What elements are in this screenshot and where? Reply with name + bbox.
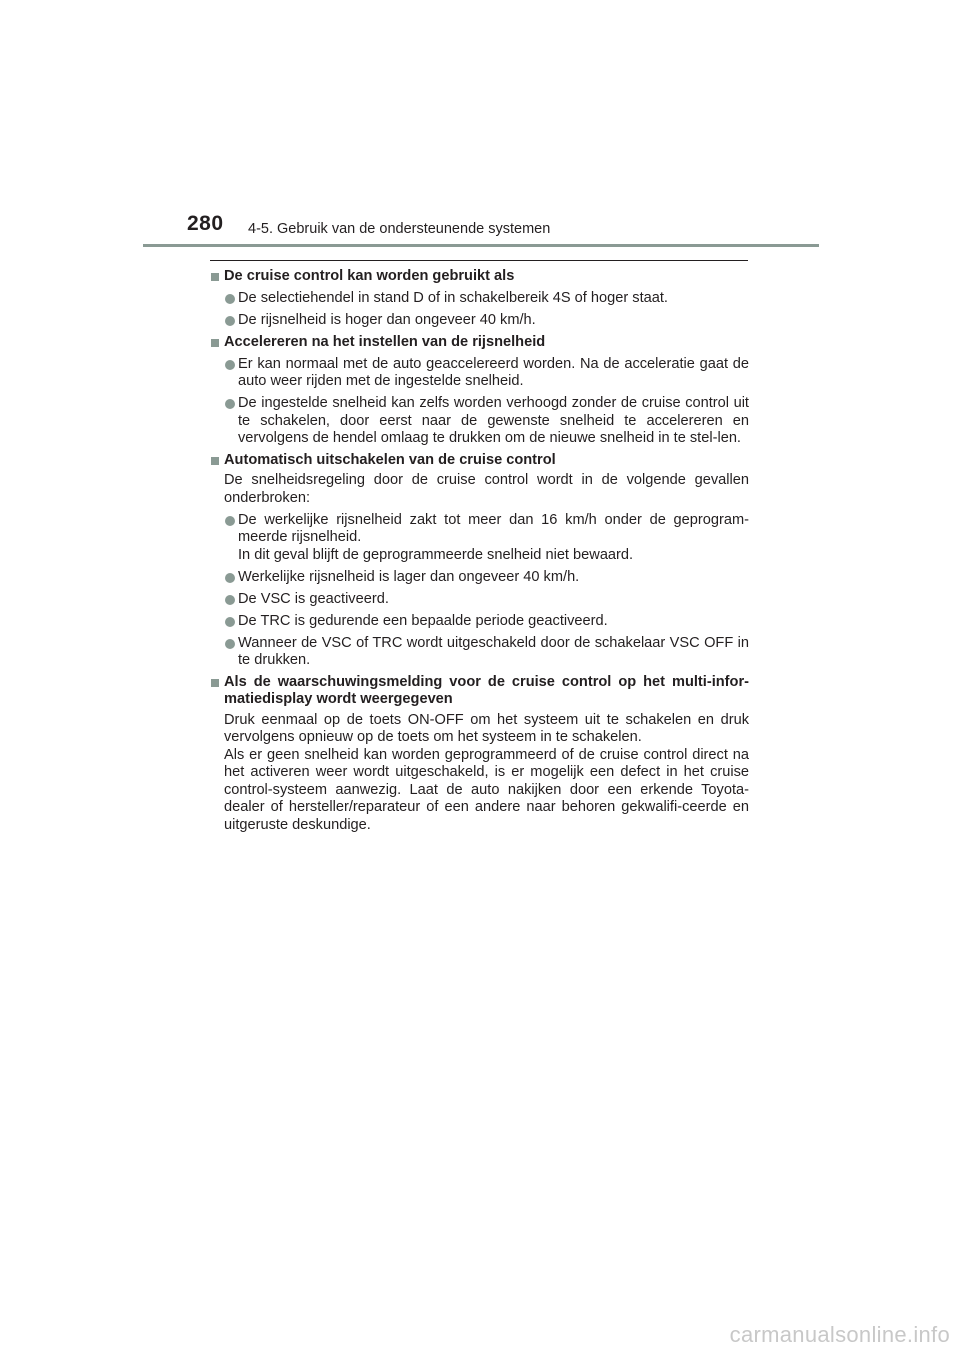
body-paragraph: Als er geen snelheid kan worden geprogrammeerd of de cruise control direct na het activeren weer wordt uitgeschakeld, is er mogelijk een defect in het cruise control-systeem aanwezig. Laat de auto nakijken door een erkende Toyota-dealer of hersteller/reparateur of een andere naar behoren gekwalifi-ceerde en uitgeruste deskundige. [224, 746, 749, 833]
round-bullet-icon [225, 516, 235, 526]
section-heading [210, 674, 749, 709]
square-bullet-icon [211, 679, 219, 687]
list-item [210, 312, 749, 330]
round-bullet-icon [225, 639, 235, 649]
square-bullet-icon [211, 457, 219, 465]
heading-text: Accelereren na het instellen van de rijsnelheid [224, 333, 546, 350]
list-item-text: Wanneer de VSC of TRC wordt uitgeschakeld door de schakelaar VSC OFF in te drukken. [238, 634, 749, 668]
list-item [210, 591, 749, 609]
list-item-text: Werkelijke rijsnelheid is lager dan ongeveer 40 km/h. [238, 568, 580, 585]
list-item-text: De selectiehendel in stand D of in schakelbereik 4S of hoger staat. [238, 290, 668, 306]
header-rule [143, 244, 819, 247]
list-item [210, 635, 749, 670]
list-item [210, 512, 749, 565]
square-bullet-icon [211, 339, 219, 347]
list-item-text: Er kan normaal met de auto geaccelereerd worden. Na de acceleratie gaat de auto weer rijden met de ingestelde snelheid. [238, 355, 749, 389]
chapter-title: 4-5. Gebruik van de ondersteunende systemen [248, 221, 551, 237]
list-item-text: De VSC is geactiveerd. [238, 590, 389, 607]
round-bullet-icon [225, 316, 235, 326]
heading-text: Automatisch uitschakelen van de cruise control [224, 451, 556, 468]
section-heading [210, 452, 749, 470]
list-item [210, 569, 749, 587]
body-paragraph: Druk eenmaal op de toets ON-OFF om het systeem uit te schakelen en druk vervolgens opnieuw op de toets om het systeem in te schakelen. [224, 711, 749, 745]
round-bullet-icon [225, 360, 235, 370]
list-item [210, 356, 749, 391]
list-item-note: In dit geval blijft de geprogrammeerde snelheid niet bewaard. [238, 546, 634, 563]
page-number: 280 [187, 212, 224, 235]
list-item-text: De ingestelde snelheid kan zelfs worden verhoogd zonder de cruise control uit te schakelen, door eerst naar de gewenste snelheid te accelereren en vervolgens de hendel omlaag te drukken om de nieuwe snelheid in te stel-len. [238, 395, 749, 446]
round-bullet-icon [225, 617, 235, 627]
section-intro: De snelheidsregeling door de cruise control wordt in de volgende gevallen onderbroken: [224, 472, 749, 506]
list-item-text: De rijsnelheid is hoger dan ongeveer 40 km/h. [238, 312, 536, 328]
list-item-text: De werkelijke rijsnelheid zakt tot meer dan 16 km/h onder de geprogram-meerde rijsnelheid. [238, 511, 749, 545]
list-item [210, 613, 749, 631]
list-item [210, 290, 749, 308]
heading-text: Als de waarschuwingsmelding voor de cruise control op het multi-infor-matiedisplay wordt weergegeven [224, 673, 749, 707]
section-heading [210, 334, 749, 352]
round-bullet-icon [225, 294, 235, 304]
round-bullet-icon [225, 595, 235, 605]
list-item [210, 395, 749, 448]
list-item-text: De TRC is gedurende een bepaalde periode geactiveerd. [238, 612, 608, 629]
round-bullet-icon [225, 573, 235, 583]
square-bullet-icon [211, 273, 219, 281]
watermark: carmanualsonline.info [729, 1322, 950, 1347]
manual-content [210, 264, 749, 834]
heading-text: De cruise control kan worden gebruikt als [224, 268, 515, 284]
section-rule [210, 260, 748, 261]
round-bullet-icon [225, 399, 235, 409]
section-heading [210, 268, 749, 286]
